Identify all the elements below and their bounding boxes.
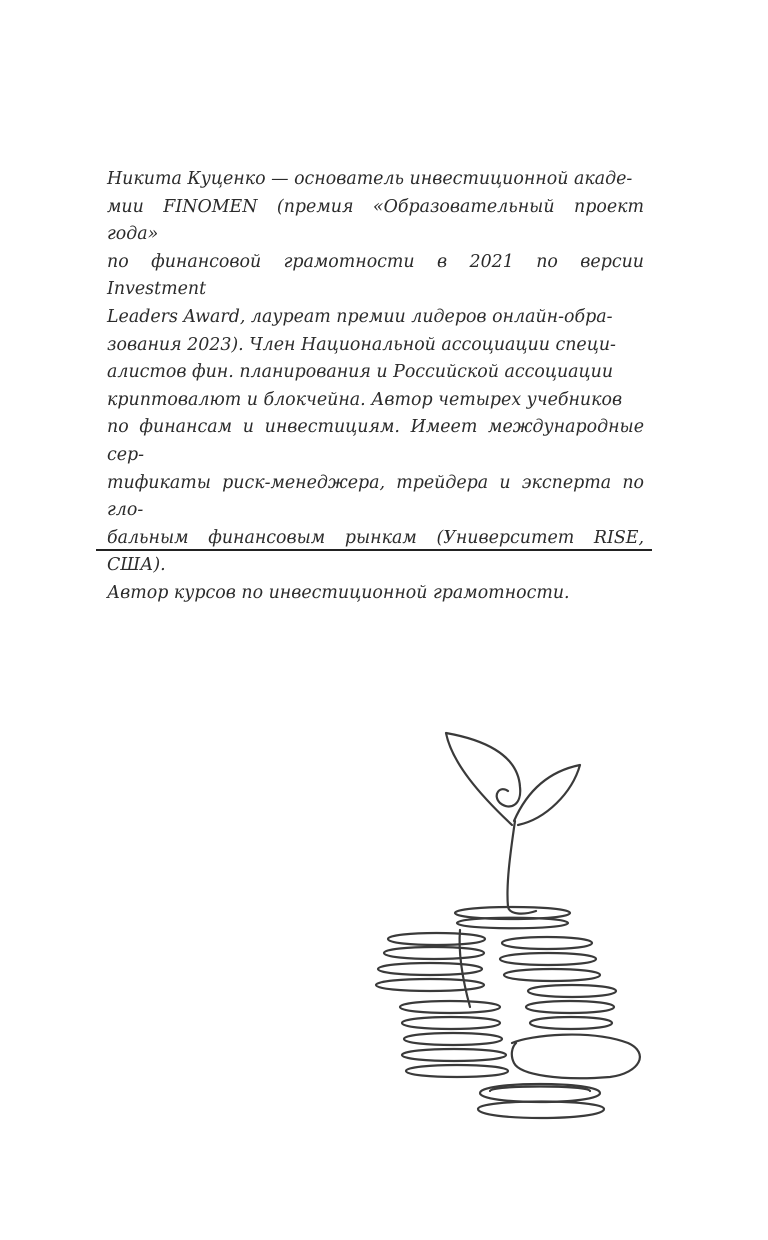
bio-line: по финансовой грамотности в 2021 по версии Investment (107, 251, 644, 300)
coin-shape (500, 953, 596, 965)
coin-shape (400, 1001, 500, 1013)
coin-shape (384, 947, 484, 959)
coin-shape (526, 1001, 614, 1013)
coin-shape (504, 969, 600, 981)
coin-shape (528, 985, 616, 997)
right-leaf-shape (514, 765, 580, 825)
bio-line: зования 2023). Член Национальной ассоциации специ- (107, 334, 616, 355)
bio-line: Leaders Award, лауреат премии лидеров онлайн-обра- (107, 306, 613, 327)
bio-line: Никита Куценко — основатель инвестиционной акаде- (107, 169, 633, 189)
bio-line: бальным финансовым рынкам (Университет RISE, США). (107, 527, 644, 576)
bio-line: мии FINOMEN (премия «Образовательный проект года» (107, 196, 644, 245)
bio-line: криптовалют и блокчейна. Автор четырех учебников (107, 389, 623, 410)
coin-shape (478, 1102, 604, 1119)
coin-shape (376, 979, 484, 991)
coin-shape (502, 937, 592, 949)
coin-shape (404, 1033, 502, 1045)
bio-line: тификаты риск-менеджера, трейдера и эксперта по гло- (107, 472, 644, 521)
bio-line: по финансам и инвестициям. Имеет международные сер- (107, 417, 644, 465)
bio-line: алистов фин. планирования и Российской ассоциации (107, 362, 614, 383)
author-bio (107, 166, 644, 608)
coin-shape (378, 963, 482, 975)
bio-line: Автор курсов по инвестиционной грамотности. (107, 582, 570, 603)
coin-shape (530, 1017, 612, 1029)
stem-line (460, 930, 470, 1007)
coin-shape (402, 1017, 500, 1029)
stem-line (507, 821, 536, 914)
coin-shape (402, 1049, 506, 1061)
coin-shape (512, 1035, 640, 1079)
left-leaf-shape (446, 733, 520, 825)
plant-growing-from-coins-icon (360, 725, 660, 1125)
coin-shape (388, 933, 485, 945)
coin-shape (490, 1087, 590, 1092)
section-divider (96, 549, 652, 551)
coin-shape (406, 1065, 508, 1077)
